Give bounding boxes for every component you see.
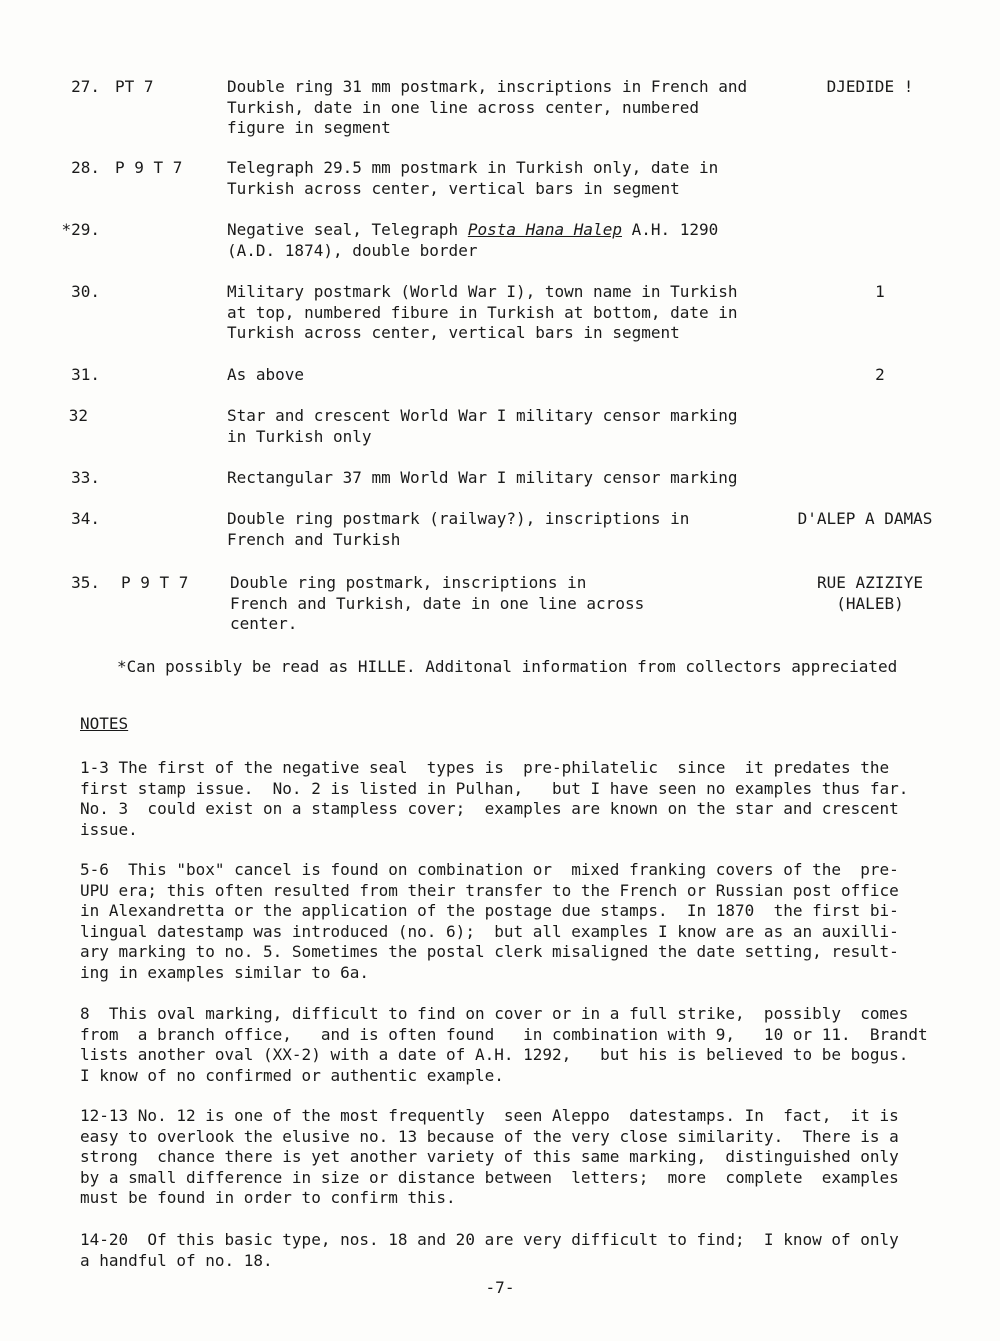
description-line: Turkish across center, vertical bars in segment [227, 323, 680, 342]
note-paragraph [80, 860, 950, 984]
note-line: 14-20 Of this basic type, nos. 18 and 20 are very difficult to find; I know of only [80, 1230, 899, 1249]
note-line: 5-6 This "box" cancel is found on combination or mixed franking covers of the pre- [80, 860, 899, 879]
note-line: by a small difference in size or distance between letters; more complete examples [80, 1167, 899, 1187]
description-text: Negative seal, Telegraph [227, 220, 468, 239]
note-paragraph [80, 1230, 950, 1271]
description-line: Turkish, date in one line across center, numbered [227, 97, 700, 117]
entry-town [780, 573, 960, 614]
town-line: D'ALEP A DAMAS [797, 509, 933, 528]
entry-description [227, 158, 787, 199]
note-line: first stamp issue. No. 2 is listed in Pulhan, but I have seen no examples thus far. [80, 778, 909, 798]
entry-town [790, 282, 970, 303]
description-line: Double ring 31 mm postmark, inscriptions in French and [227, 77, 748, 96]
note-line: in Alexandretta or the application of the postage due stamps. In 1870 the first bi- [80, 901, 899, 921]
entry-code: PT 7 [115, 77, 154, 96]
note-line: ary marking to no. 5. Sometimes the postal clerk misaligned the date setting, result- [80, 942, 899, 962]
note-line: a handful of no. 18. [80, 1250, 273, 1270]
entry-description [230, 573, 790, 635]
entry-number: 31. [71, 365, 100, 384]
town-line: 2 [875, 365, 885, 384]
description-line: Rectangular 37 mm World War I military censor marking [227, 468, 738, 487]
town-line: RUE AZIZIYE [817, 573, 923, 592]
note-line: lists another oval (XX-2) with a date of A.H. 1292, but his is believed to be bogus. [80, 1045, 909, 1065]
description-line: French and Turkish, date in one line across [230, 593, 645, 613]
entry-number: 35. [71, 573, 100, 592]
description-text: A.H. 1290 [621, 220, 719, 239]
note-line: No. 3 could exist on a stampless cover; examples are known on the star and crescent [80, 799, 899, 819]
entry-description [227, 468, 787, 489]
seal-inscription: Posta Hana Halep [467, 220, 622, 239]
entry-description [227, 365, 787, 386]
note-paragraph [80, 1106, 950, 1209]
entry-number: 33. [71, 468, 100, 487]
description-line: (A.D. 1874), double border [227, 240, 478, 260]
footnote: *Can possibly be read as HILLE. Additonal information from collectors appreciated [117, 657, 898, 676]
entry-description [227, 406, 787, 447]
description-line: Telegraph 29.5 mm postmark in Turkish only, date in [227, 158, 719, 177]
note-line: 8 This oval marking, difficult to find on cover or in a full strike, possibly comes [80, 1004, 909, 1023]
note-line: from a branch office, and is often found in combination with 9, 10 or 11. Brandt [80, 1024, 928, 1044]
note-paragraph [80, 758, 950, 840]
description-line: at top, numbered fibure in Turkish at bottom, date in [227, 302, 738, 322]
note-line: ing in examples similar to 6a. [80, 962, 369, 982]
entry-town [770, 509, 960, 530]
entry-number: 28. [71, 158, 100, 177]
description-line: As above [227, 365, 305, 384]
page-number: -7- [485, 1278, 515, 1297]
entry-town [790, 365, 970, 386]
entry-number: 30. [71, 282, 100, 301]
description-line [227, 220, 787, 241]
entry-number: 27. [71, 77, 100, 96]
note-line: must be found in order to confirm this. [80, 1188, 456, 1208]
town-line: (HALEB) [836, 593, 904, 613]
description-line: French and Turkish [227, 529, 401, 549]
entry-number: 32 [68, 406, 88, 425]
note-line: lingual datestamp was introduced (no. 6); but all examples I know are as an auxilli- [80, 921, 899, 941]
note-line: issue. [80, 819, 138, 839]
entry-description [227, 220, 787, 261]
note-paragraph [80, 1004, 950, 1086]
description-line: Double ring postmark (railway?), inscriptions in [227, 509, 690, 528]
entry-number: 34. [71, 509, 100, 528]
entry-number: *29. [61, 220, 100, 239]
entry-code: P 9 T 7 [121, 573, 189, 592]
description-line: figure in segment [227, 118, 391, 137]
description-line: Star and crescent World War I military censor marking [227, 406, 738, 425]
description-line: Military postmark (World War I), town name in Turkish [227, 282, 738, 301]
description-line: in Turkish only [227, 426, 372, 446]
entry-description [227, 282, 787, 344]
note-line: UPU era; this often resulted from their transfer to the French or Russian post office [80, 880, 899, 900]
note-line: 1-3 The first of the negative seal types is pre-philatelic since it predates the [80, 758, 890, 777]
entry-description [227, 509, 787, 550]
description-line: Double ring postmark, inscriptions in [230, 573, 587, 592]
note-line: strong chance there is yet another variety of this same marking, distinguished only [80, 1147, 899, 1167]
town-line: 1 [875, 282, 885, 301]
entry-town [780, 77, 960, 98]
note-line: easy to overlook the elusive no. 13 because of the very close similarity. There is a [80, 1126, 899, 1146]
description-line: Turkish across center, vertical bars in segment [227, 178, 680, 198]
notes-heading: NOTES [80, 714, 129, 733]
entry-description [227, 77, 787, 139]
note-line: I know of no confirmed or authentic example. [80, 1065, 504, 1085]
town-line: DJEDIDE ! [826, 77, 914, 96]
description-line: center. [230, 614, 298, 633]
note-line: 12-13 No. 12 is one of the most frequently seen Aleppo datestamps. In fact, it is [80, 1106, 899, 1125]
entry-code: P 9 T 7 [115, 158, 183, 177]
